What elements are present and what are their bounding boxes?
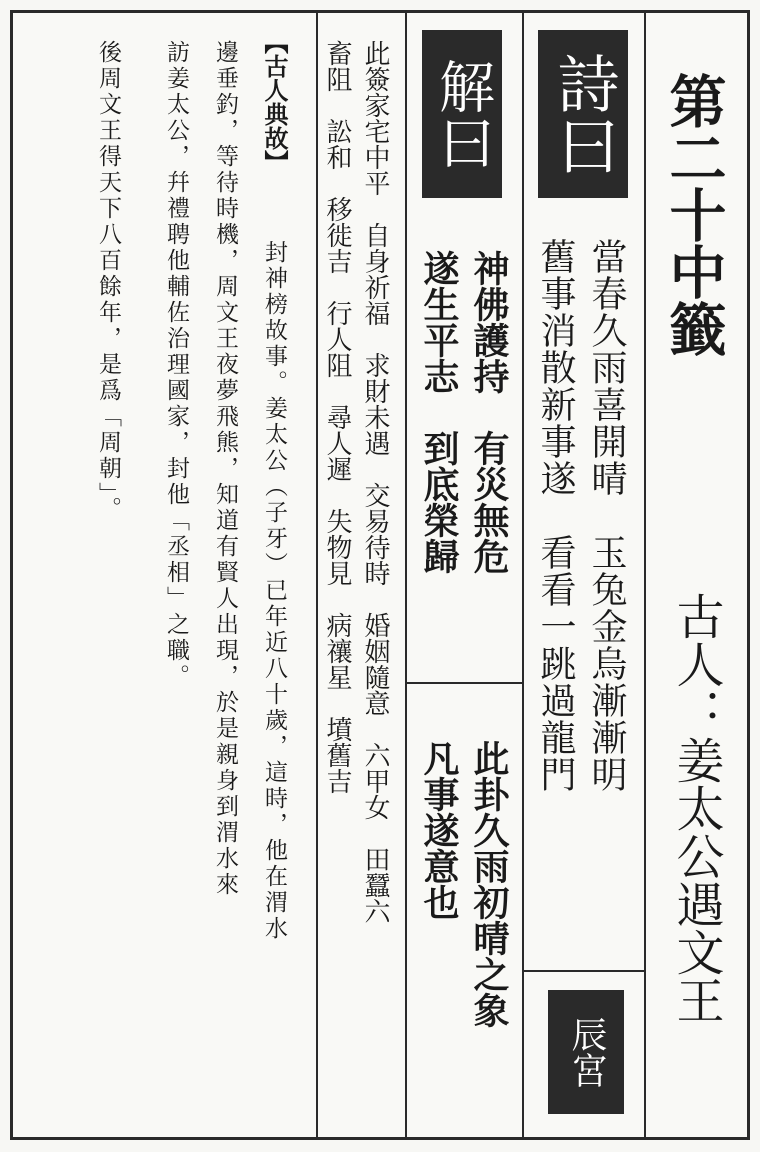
poem-label: 詩曰 (538, 30, 628, 198)
poem-line-2: 舊事消散新事遂 看看一跳過龍門 (535, 238, 576, 793)
palace-badge: 辰宮 (548, 990, 624, 1114)
story-line-3: 訪姜太公，幷禮聘他輔佐治理國家，封他「丞相」之職。 (163, 40, 189, 690)
divider-interpretation (405, 12, 407, 1138)
story-tag: 【古人典故】 (260, 30, 288, 174)
page-title: 第二十中籤 (660, 72, 726, 357)
fortune-line-1: 此簽家宅中平 自身祈福 求財未遇 交易待時 婚姻隨意 六甲女 田蠶六 (360, 40, 390, 924)
divider-palace (522, 970, 646, 972)
meaning-line-1: 此卦久雨初晴之象 (468, 740, 509, 1028)
story-line-2: 邊垂釣，等待時機，周文王夜夢飛熊，知道有賢人出現，於是親身到渭水來 (212, 40, 238, 898)
story-line-4: 後周文王得天下八百餘年，是爲「周朝」。 (95, 40, 121, 523)
interpretation-line-2: 遂生平志 到底榮歸 (418, 250, 459, 574)
poem-line-1: 當春久雨喜開晴 玉兔金烏漸漸明 (586, 238, 627, 793)
interpretation-label: 解曰 (422, 30, 502, 198)
ancient-figure-subtitle: 古人：姜太公遇文王 (668, 592, 724, 1024)
divider-meaning (405, 682, 524, 684)
story-line-1: 封神榜故事。姜太公（子牙）已年近八十歲，這時，他在渭水 (261, 240, 287, 942)
meaning-line-2: 凡事遂意也 (418, 740, 459, 920)
fortune-line-2: 畜阻 訟和 移徙吉 行人阻 尋人遲 失物見 病禳星 墳舊吉 (322, 40, 352, 794)
interpretation-line-1: 神佛護持 有災無危 (468, 250, 509, 574)
divider-fortune (316, 12, 318, 1138)
